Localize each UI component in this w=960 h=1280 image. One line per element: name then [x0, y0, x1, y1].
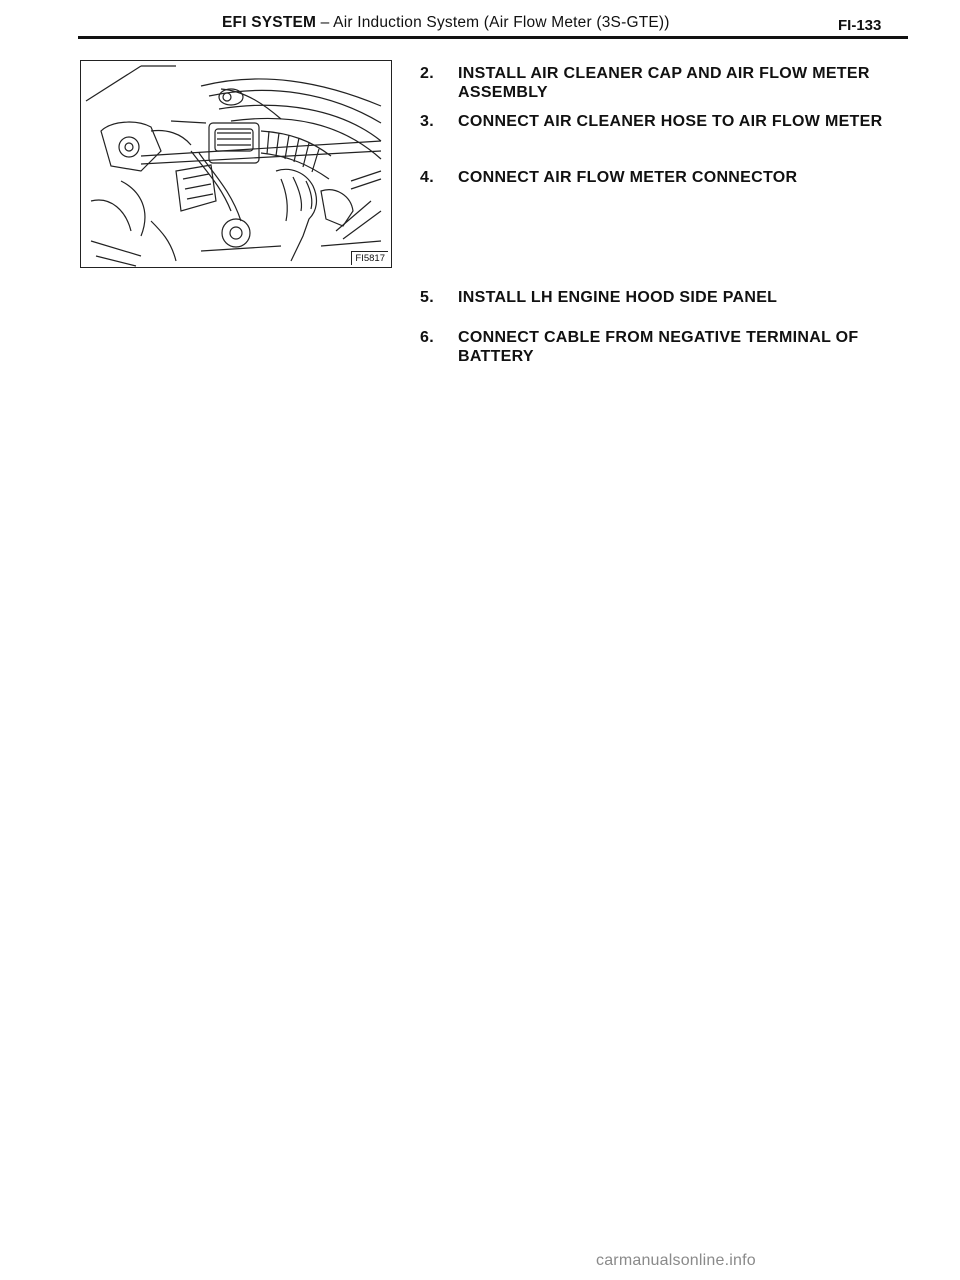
header-rule — [78, 36, 908, 39]
step-text: CONNECT CABLE FROM NEGATIVE TERMINAL OF BATTERY — [458, 329, 859, 365]
step-number: 5. — [420, 289, 434, 306]
step-text: INSTALL LH ENGINE HOOD SIDE PANEL — [458, 289, 778, 306]
section-subtitle: Air Induction System (Air Flow Meter (3S-GTE)) — [333, 14, 670, 31]
step-number: 6. — [420, 329, 434, 346]
page-header — [0, 0, 960, 40]
step-text: CONNECT AIR CLEANER HOSE TO AIR FLOW METER — [458, 113, 883, 130]
system-name: EFI SYSTEM — [222, 14, 317, 31]
footer-watermark: carmanualsonline.info — [596, 1252, 756, 1269]
step-number: 4. — [420, 169, 434, 186]
engine-bay-illustration-icon — [81, 61, 392, 268]
page-number: FI-133 — [838, 17, 882, 34]
engine-bay-figure — [80, 60, 392, 268]
step-number: 3. — [420, 113, 434, 130]
step-number: 2. — [420, 65, 434, 82]
section-title — [222, 14, 670, 32]
title-separator: – — [320, 14, 330, 31]
step-text: CONNECT AIR FLOW METER CONNECTOR — [458, 169, 798, 186]
figure-label: FI5817 — [351, 251, 388, 265]
step-text: INSTALL AIR CLEANER CAP AND AIR FLOW METER ASSEMBLY — [458, 65, 870, 101]
